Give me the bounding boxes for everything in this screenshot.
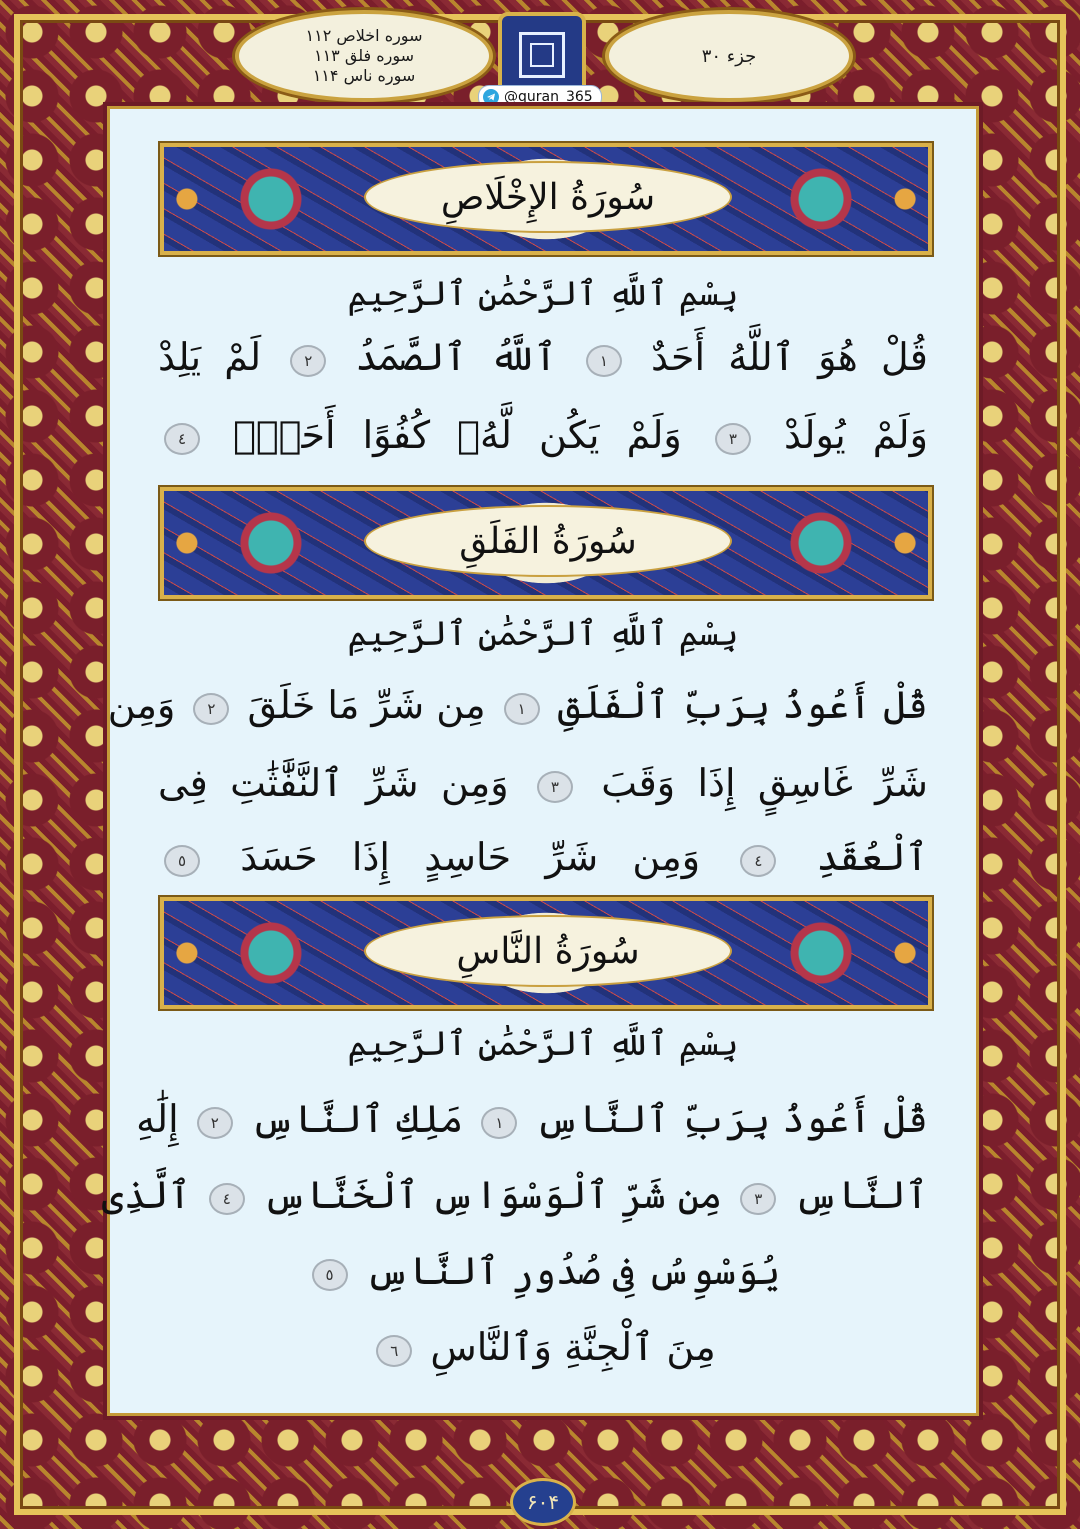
verse-text: ٱللَّهُ ٱلصَّمَدُ <box>355 335 557 379</box>
verse-text: قُلْ هُوَ ٱللَّهُ أَحَدٌ <box>651 335 928 379</box>
telegram-icon <box>483 89 499 105</box>
verse-text: مِن شَرِّ مَا خَلَقَ <box>247 683 486 727</box>
verse-line <box>158 829 928 885</box>
verse-text: إِلَٰهِ <box>136 1097 179 1141</box>
verse-line <box>158 1319 928 1375</box>
ayah-number-marker: ٤ <box>740 845 776 877</box>
ayah-number-marker: ٢ <box>197 1107 233 1139</box>
basmala: بِسْمِ ٱللَّهِ ٱلرَّحْمَٰنِ ٱلرَّحِيمِ <box>347 614 739 654</box>
surah-list-item: سوره اخلاص ۱۱۲ <box>305 26 423 45</box>
surah-title: سُورَةُ الإِخْلَاصِ <box>364 161 732 233</box>
ayah-number-marker: ٢ <box>290 345 326 377</box>
surah-banner-falaq <box>160 487 932 599</box>
ayah-number-marker: ٣ <box>537 771 573 803</box>
ayah-number-marker: ٢ <box>193 693 229 725</box>
surah-banner-ikhlas <box>160 143 932 255</box>
verse-line <box>158 1243 928 1299</box>
surah-list-item: سوره فلق ۱۱۳ <box>313 46 415 65</box>
basmala: بِسْمِ ٱللَّهِ ٱلرَّحْمَٰنِ ٱلرَّحِيمِ <box>347 1024 739 1064</box>
surah-title: سُورَةُ الفَلَقِ <box>364 505 732 577</box>
verse-text: ٱلْعُقَدِ <box>816 835 928 879</box>
page-number-badge: ۶۰۴ <box>510 1478 576 1526</box>
surah-list-cartouche <box>235 10 493 102</box>
verse-text: وَمِن شَرِّ حَاسِدٍ إِذَا حَسَدَ <box>240 835 701 879</box>
ayah-number-marker: ٤ <box>164 423 200 455</box>
juz-label: جزء ۳۰ <box>701 45 757 67</box>
verse-text: مَلِكِ ٱلنَّاسِ <box>250 1097 464 1141</box>
verse-line <box>158 407 928 463</box>
ayah-number-marker: ١ <box>586 345 622 377</box>
surah-banner-nas <box>160 897 932 1009</box>
verse-line <box>101 1167 928 1223</box>
verse-text: وَلَمْ يُولَدْ <box>783 413 928 457</box>
handle-text: @quran_365 <box>504 89 593 105</box>
basmala: بِسْمِ ٱللَّهِ ٱلرَّحْمَٰنِ ٱلرَّحِيمِ <box>347 274 739 314</box>
verse-text: ٱلَّذِى <box>101 1173 191 1217</box>
verse-line <box>158 755 928 811</box>
verse-text: وَلَمْ يَكُن لَّهُۥ كُفُوًا أَحَدٌۢ <box>233 413 682 457</box>
verse-text: شَرِّ غَاسِقٍ إِذَا وَقَبَ <box>601 761 928 805</box>
verse-line <box>107 677 928 733</box>
verse-line <box>158 329 928 385</box>
ayah-number-marker: ٥ <box>164 845 200 877</box>
ayah-number-marker: ٤ <box>209 1183 245 1215</box>
verse-text: مِنَ ٱلْجِنَّةِ وَٱلنَّاسِ <box>430 1325 716 1369</box>
ayah-number-marker: ١ <box>481 1107 517 1139</box>
ayah-number-marker: ٣ <box>715 423 751 455</box>
ayah-number-marker: ٦ <box>376 1335 412 1367</box>
verse-text: وَمِن <box>107 683 176 727</box>
ayah-number-marker: ٥ <box>312 1259 348 1291</box>
juz-cartouche <box>605 10 853 102</box>
ayah-number-marker: ٣ <box>740 1183 776 1215</box>
verse-text: لَمْ يَلِدْ <box>158 335 262 379</box>
ayah-number-marker: ١ <box>504 693 540 725</box>
verse-text: ٱلنَّاسِ <box>794 1173 928 1217</box>
verse-text: وَمِن شَرِّ ٱلنَّفَّٰثَٰتِ فِى <box>158 761 509 805</box>
verse-text: قُلْ أَعُوذُ بِرَبِّ ٱلنَّاسِ <box>535 1097 928 1141</box>
surah-title: سُورَةُ النَّاسِ <box>364 915 732 987</box>
verse-text: قُلْ أَعُوذُ بِرَبِّ ٱلْفَلَقِ <box>557 683 928 727</box>
verse-text: مِن شَرِّ ٱلْوَسْوَاسِ ٱلْخَنَّاسِ <box>262 1173 723 1217</box>
surah-list-item: سوره ناس ۱۱۴ <box>312 66 416 85</box>
text-panel <box>101 106 979 1416</box>
verse-text: يُوَسْوِسُ فِى صُدُورِ ٱلنَّاسِ <box>365 1249 781 1293</box>
verse-line <box>136 1091 928 1147</box>
